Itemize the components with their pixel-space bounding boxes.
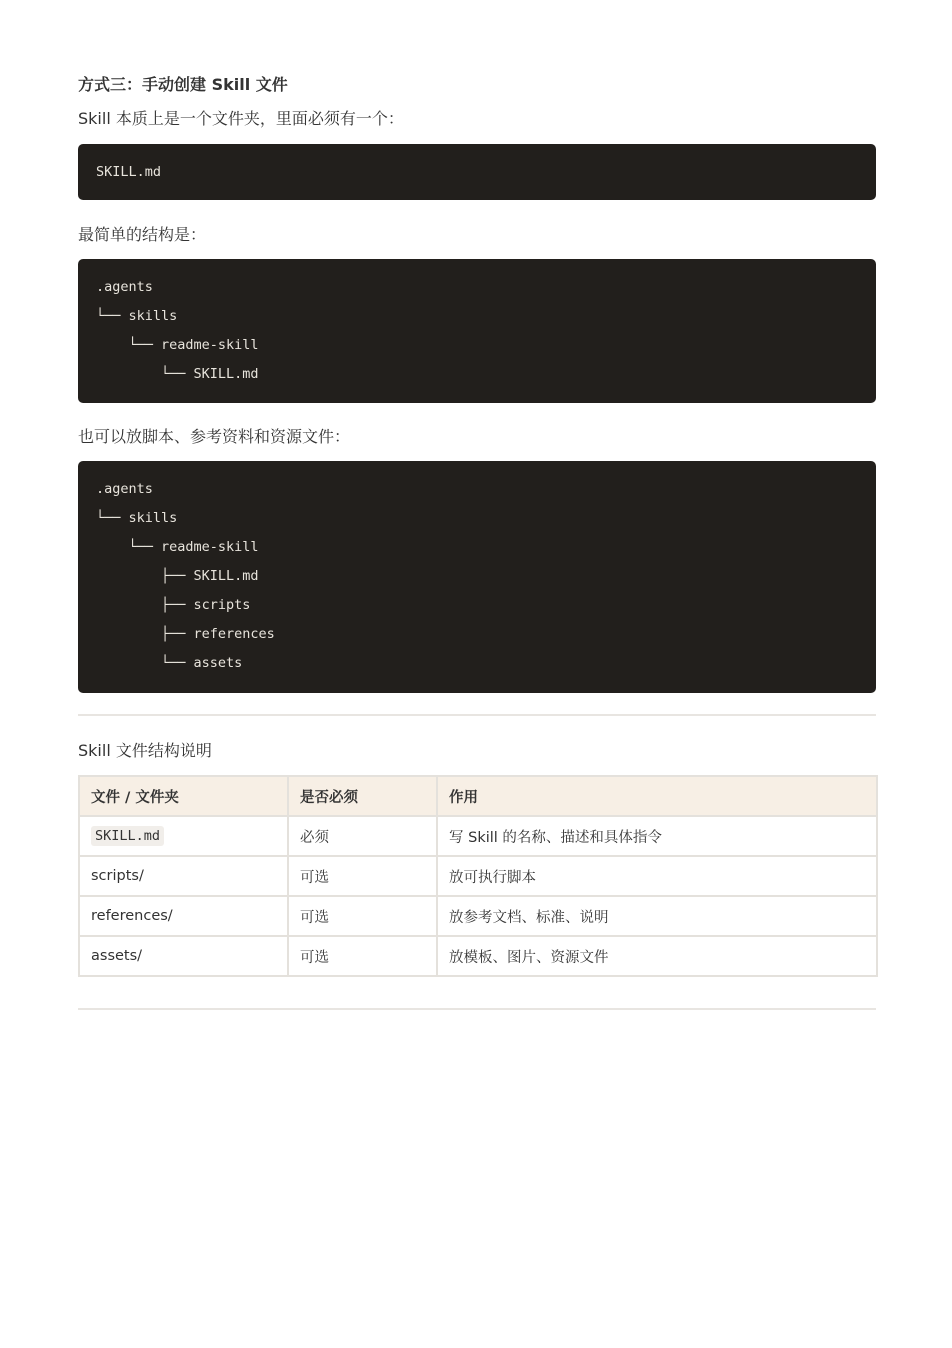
table-cell: 放可执行脚本 — [437, 856, 877, 896]
code-line: ├── scripts — [96, 597, 251, 613]
code-line: └── skills — [96, 510, 178, 526]
table-cell: 必须 — [288, 816, 437, 856]
column-header: 文件 / 文件夹 — [79, 776, 288, 816]
table-cell: references/ — [79, 896, 288, 936]
code-block-simple-tree — [78, 259, 876, 403]
table-cell: scripts/ — [79, 856, 288, 896]
divider — [78, 714, 876, 716]
code-line: └── SKILL.md — [96, 366, 259, 382]
structure-table — [78, 775, 878, 977]
table-heading: Skill 文件结构说明 — [78, 741, 212, 760]
table-row — [79, 936, 877, 976]
table-cell — [79, 816, 288, 856]
table-row — [79, 856, 877, 896]
code-line: SKILL.md — [96, 164, 162, 180]
code-block-skill-file — [78, 144, 876, 200]
column-header: 是否必须 — [288, 776, 437, 816]
table-cell: 可选 — [288, 856, 437, 896]
code-line: ├── SKILL.md — [96, 568, 259, 584]
table-cell: assets/ — [79, 936, 288, 976]
inline-code: SKILL.md — [91, 826, 164, 846]
table-row — [79, 816, 877, 856]
code-line: └── readme-skill — [96, 539, 259, 555]
code-line: └── assets — [96, 655, 243, 671]
table-header-row — [79, 776, 877, 816]
table-cell: 写 Skill 的名称、描述和具体指令 — [437, 816, 877, 856]
intro-text: Skill 本质上是一个文件夹，里面必须有一个： — [78, 109, 404, 128]
code-line: └── readme-skill — [96, 337, 259, 353]
table-row — [79, 896, 877, 936]
section-heading: 方式三：手动创建 Skill 文件 — [78, 75, 288, 94]
table-cell: 放模板、图片、资源文件 — [437, 936, 877, 976]
simplest-structure-label: 最简单的结构是： — [78, 225, 207, 244]
extended-structure-label: 也可以放脚本、参考资料和资源文件： — [78, 427, 351, 446]
code-line: .agents — [96, 481, 153, 497]
code-line: ├── references — [96, 626, 275, 642]
code-line: .agents — [96, 279, 153, 295]
table-cell: 可选 — [288, 936, 437, 976]
code-block-full-tree — [78, 461, 876, 693]
code-line: └── skills — [96, 308, 178, 324]
table-cell: 放参考文档、标准、说明 — [437, 896, 877, 936]
table-cell: 可选 — [288, 896, 437, 936]
column-header: 作用 — [437, 776, 877, 816]
divider — [78, 1008, 876, 1010]
